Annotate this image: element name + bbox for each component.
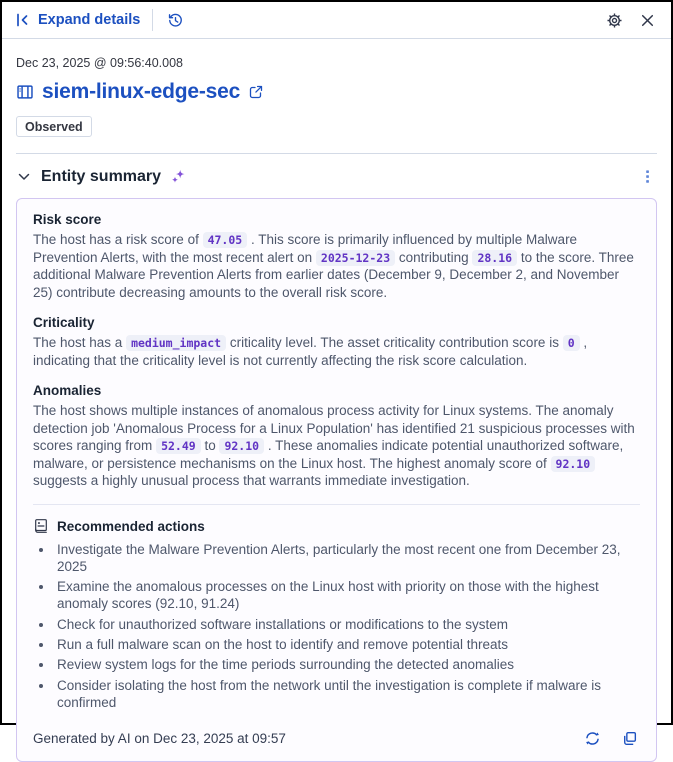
expand-details-button[interactable]	[15, 12, 140, 28]
code-token: 2025-12-23	[316, 250, 395, 266]
history-button[interactable]	[165, 10, 186, 31]
copy-button[interactable]	[619, 728, 640, 749]
text-run: The host has a	[33, 335, 127, 351]
recommended-actions-list	[33, 542, 640, 711]
recommended-action-item: • Consider isolating the host from the network until the investigation is complete if malware is confirmed	[54, 678, 640, 712]
header-divider	[152, 9, 153, 31]
recommended-action-item: • Run a full malware scan on the host to identify and remove potential threats	[54, 637, 640, 654]
external-link-icon	[248, 84, 264, 100]
code-token: 47.05	[203, 232, 248, 248]
summary-section-heading: Anomalies	[33, 383, 102, 399]
text-run: criticality level. The asset criticality contribution score is	[226, 335, 563, 351]
text-run: The host has a risk score of	[33, 232, 203, 247]
code-token: 0	[563, 335, 580, 351]
gear-icon	[606, 12, 623, 29]
section-divider	[16, 153, 657, 154]
flyout-header	[2, 2, 671, 39]
summary-menu-button[interactable]	[638, 167, 657, 186]
code-token: 92.10	[219, 438, 264, 454]
recommended-actions-title: Recommended actions	[57, 518, 205, 534]
recommended-action-item: • Check for unauthorized software installations or modifications to the system	[54, 617, 640, 634]
sparkles-icon	[170, 168, 187, 185]
arrow-start-icon	[15, 12, 31, 28]
host-storage-icon	[16, 83, 34, 101]
code-token: 52.49	[156, 438, 201, 454]
recommended-action-item: • Investigate the Malware Prevention Alerts, particularly the most recent one from December 23, 2025	[54, 542, 640, 576]
recommended-actions-header	[33, 518, 640, 534]
entity-summary-title: Entity summary	[41, 167, 162, 185]
chevron-down-icon	[16, 169, 32, 185]
summary-collapse-toggle[interactable]	[16, 169, 32, 185]
text-run: suggests a highly unusual process that warrants immediate investigation.	[33, 473, 470, 489]
summary-section-heading: Criticality	[33, 315, 95, 331]
card-divider	[33, 504, 640, 505]
recommended-action-item: • Review system logs for the time periods surrounding the detected anomalies	[54, 657, 640, 674]
summary-section-text	[33, 334, 640, 369]
close-button[interactable]	[637, 10, 658, 31]
history-icon	[167, 12, 184, 29]
recommended-action-item: • Examine the anomalous processes on the Linux host with priority on those with the highest anomaly scores (92.10, 91.24)	[54, 579, 640, 613]
entity-name-link[interactable]: siem-linux-edge-sec	[42, 80, 241, 103]
entity-title-row	[16, 80, 657, 104]
summary-section	[33, 212, 640, 301]
text-run: . These anomalies indicate potential unauthorized software, malware, or persistence mechanisms on the Linux host. The highest anomaly score of	[33, 438, 624, 471]
refresh-icon	[584, 730, 601, 747]
document-list-icon	[33, 518, 49, 534]
code-token: 28.16	[472, 250, 517, 266]
kebab-menu-icon	[640, 169, 655, 184]
settings-button[interactable]	[604, 10, 625, 31]
summary-section-heading: Risk score	[33, 212, 102, 227]
summary-section	[33, 383, 640, 490]
open-entity-button[interactable]	[248, 84, 264, 100]
generated-by-text: Generated by AI on Dec 23, 2025 at 09:57	[33, 731, 286, 747]
text-run: to	[200, 438, 220, 454]
code-token: 92.10	[551, 456, 596, 472]
text-run: The host shows multiple instances of anomalous process activity for Linux systems. The anomaly detection job 'Anomalous Process for a Linux Population' has identified 21 suspicious processes with scores ranging from	[33, 403, 635, 454]
summary-section	[33, 315, 640, 369]
text-run: to the score. Three additional Malware Prevention Alerts from earlier dates (December 9, December 2, and November 25) contribute decreasing amounts to the overall risk score.	[33, 249, 634, 300]
flyout-body	[2, 39, 671, 762]
text-run: . This score is primarily influenced by multiple Malware Prevention Alerts, with the most recent alert on	[33, 232, 578, 265]
summary-section-text	[33, 402, 640, 490]
text-run: , indicating that the criticality level is not currently affecting the risk score calculation.	[33, 335, 588, 368]
text-run: contributing	[395, 249, 473, 265]
regenerate-button[interactable]	[582, 728, 603, 749]
code-token: medium_impact	[126, 335, 226, 351]
expand-details-label: Expand details	[38, 12, 141, 28]
copy-icon	[621, 730, 638, 747]
observed-badge: Observed	[16, 116, 92, 137]
event-timestamp: Dec 23, 2025 @ 09:56:40.008	[16, 56, 183, 70]
entity-summary-header	[16, 167, 657, 186]
close-icon	[639, 12, 656, 29]
entity-summary-card	[16, 198, 657, 762]
card-footer	[33, 728, 640, 749]
summary-sections	[33, 212, 640, 490]
summary-section-text	[33, 231, 640, 301]
